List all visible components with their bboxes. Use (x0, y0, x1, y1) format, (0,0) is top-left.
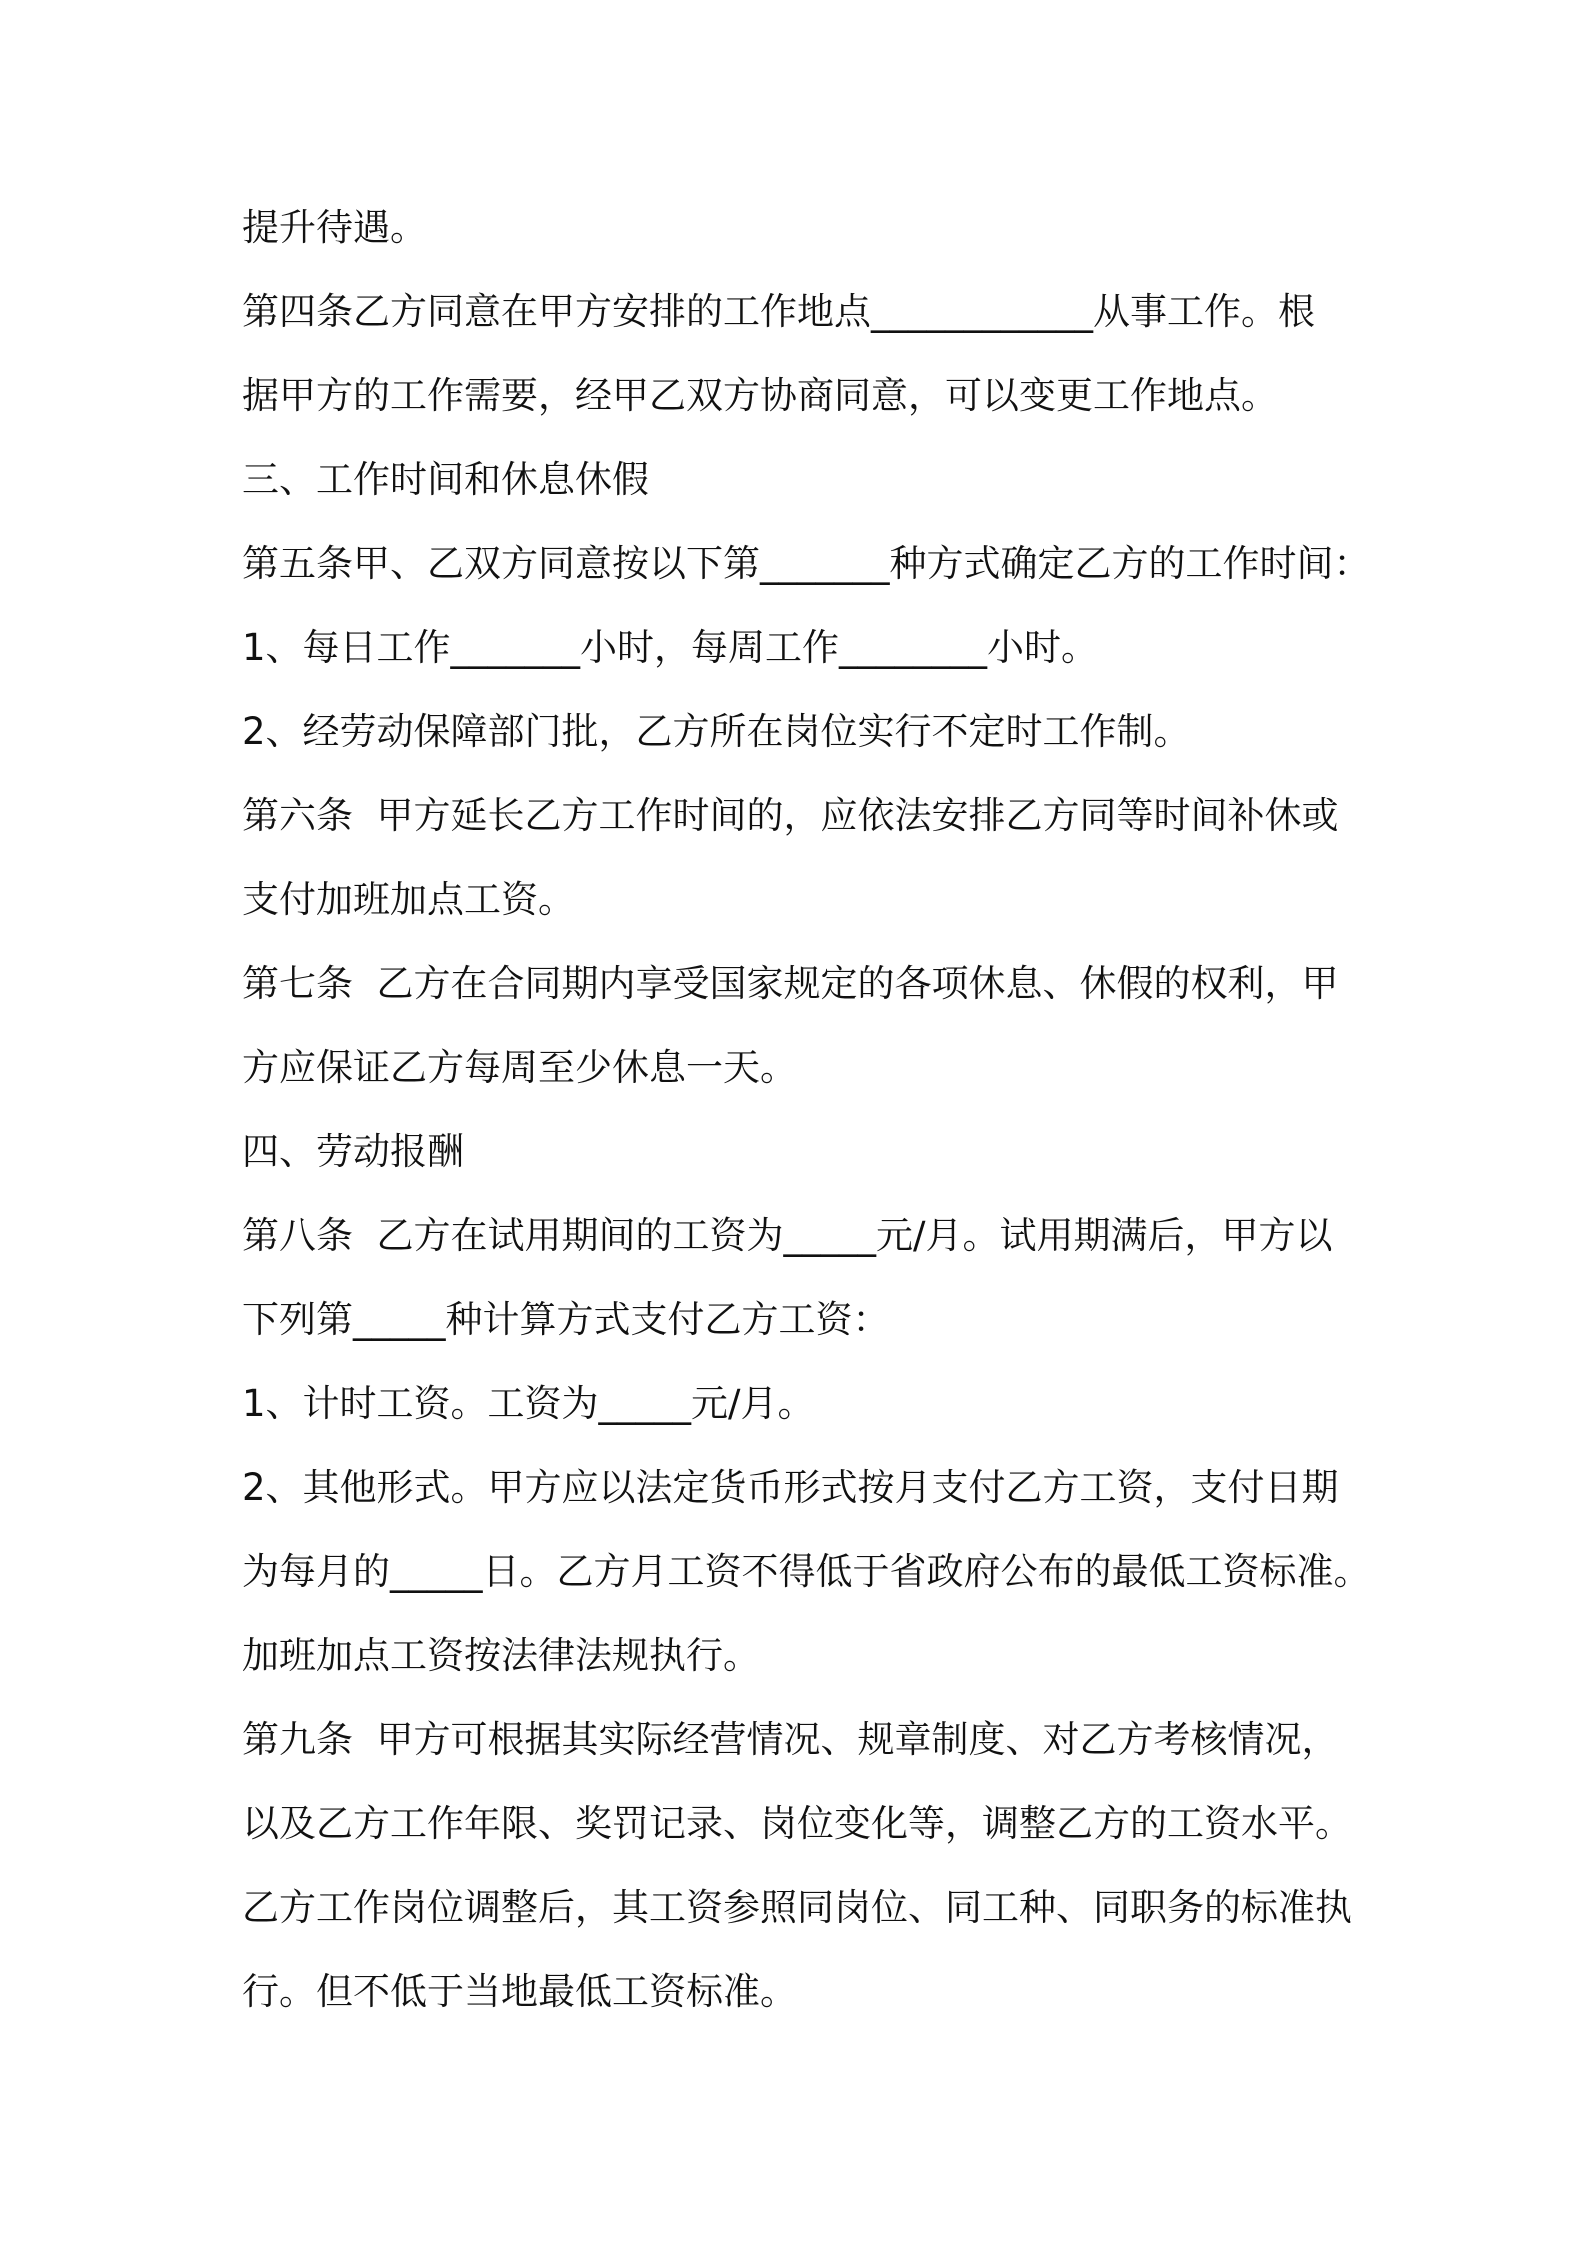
text-line: 1、计时工资。工资为_____元/月。 (242, 1382, 815, 1425)
section-heading: 三、工作时间和休息休假 (242, 458, 649, 501)
text-line: 下列第_____种计算方式支付乙方工资： (242, 1298, 890, 1341)
text-line: 乙方工作岗位调整后，其工资参照同岗位、同工种、同职务的标准执 (242, 1886, 1352, 1929)
text-line: 第七条 乙方在合同期内享受国家规定的各项休息、休假的权利，甲 (242, 962, 1339, 1005)
text-line: 支付加班加点工资。 (242, 878, 575, 921)
text-line: 第四条乙方同意在甲方安排的工作地点____________从事工作。根 (242, 290, 1315, 333)
text-line: 行。但不低于当地最低工资标准。 (242, 1970, 797, 2013)
text-line: 加班加点工资按法律法规执行。 (242, 1634, 760, 1677)
text-line: 第六条 甲方延长乙方工作时间的，应依法安排乙方同等时间补休或 (242, 794, 1339, 837)
text-line: 第八条 乙方在试用期间的工资为_____元/月。试用期满后，甲方以 (242, 1214, 1333, 1257)
text-line: 提升待遇。 (242, 206, 427, 249)
text-line: 2、其他形式。甲方应以法定货币形式按月支付乙方工资，支付日期 (242, 1466, 1339, 1509)
text-line: 据甲方的工作需要，经甲乙双方协商同意，可以变更工作地点。 (242, 374, 1278, 417)
section-heading: 四、劳动报酬 (242, 1130, 464, 1173)
text-line: 2、经劳动保障部门批，乙方所在岗位实行不定时工作制。 (242, 710, 1191, 753)
text-line: 以及乙方工作年限、奖罚记录、岗位变化等，调整乙方的工资水平。 (242, 1802, 1352, 1845)
text-line: 为每月的_____日。乙方月工资不得低于省政府公布的最低工资标准。 (242, 1550, 1371, 1593)
text-line: 方应保证乙方每周至少休息一天。 (242, 1046, 797, 1089)
text-line: 第九条 甲方可根据其实际经营情况、规章制度、对乙方考核情况， (242, 1718, 1339, 1761)
text-line: 第五条甲、乙双方同意按以下第_______种方式确定乙方的工作时间： (242, 542, 1371, 585)
text-line: 1、每日工作_______小时，每周工作________小时。 (242, 626, 1099, 669)
